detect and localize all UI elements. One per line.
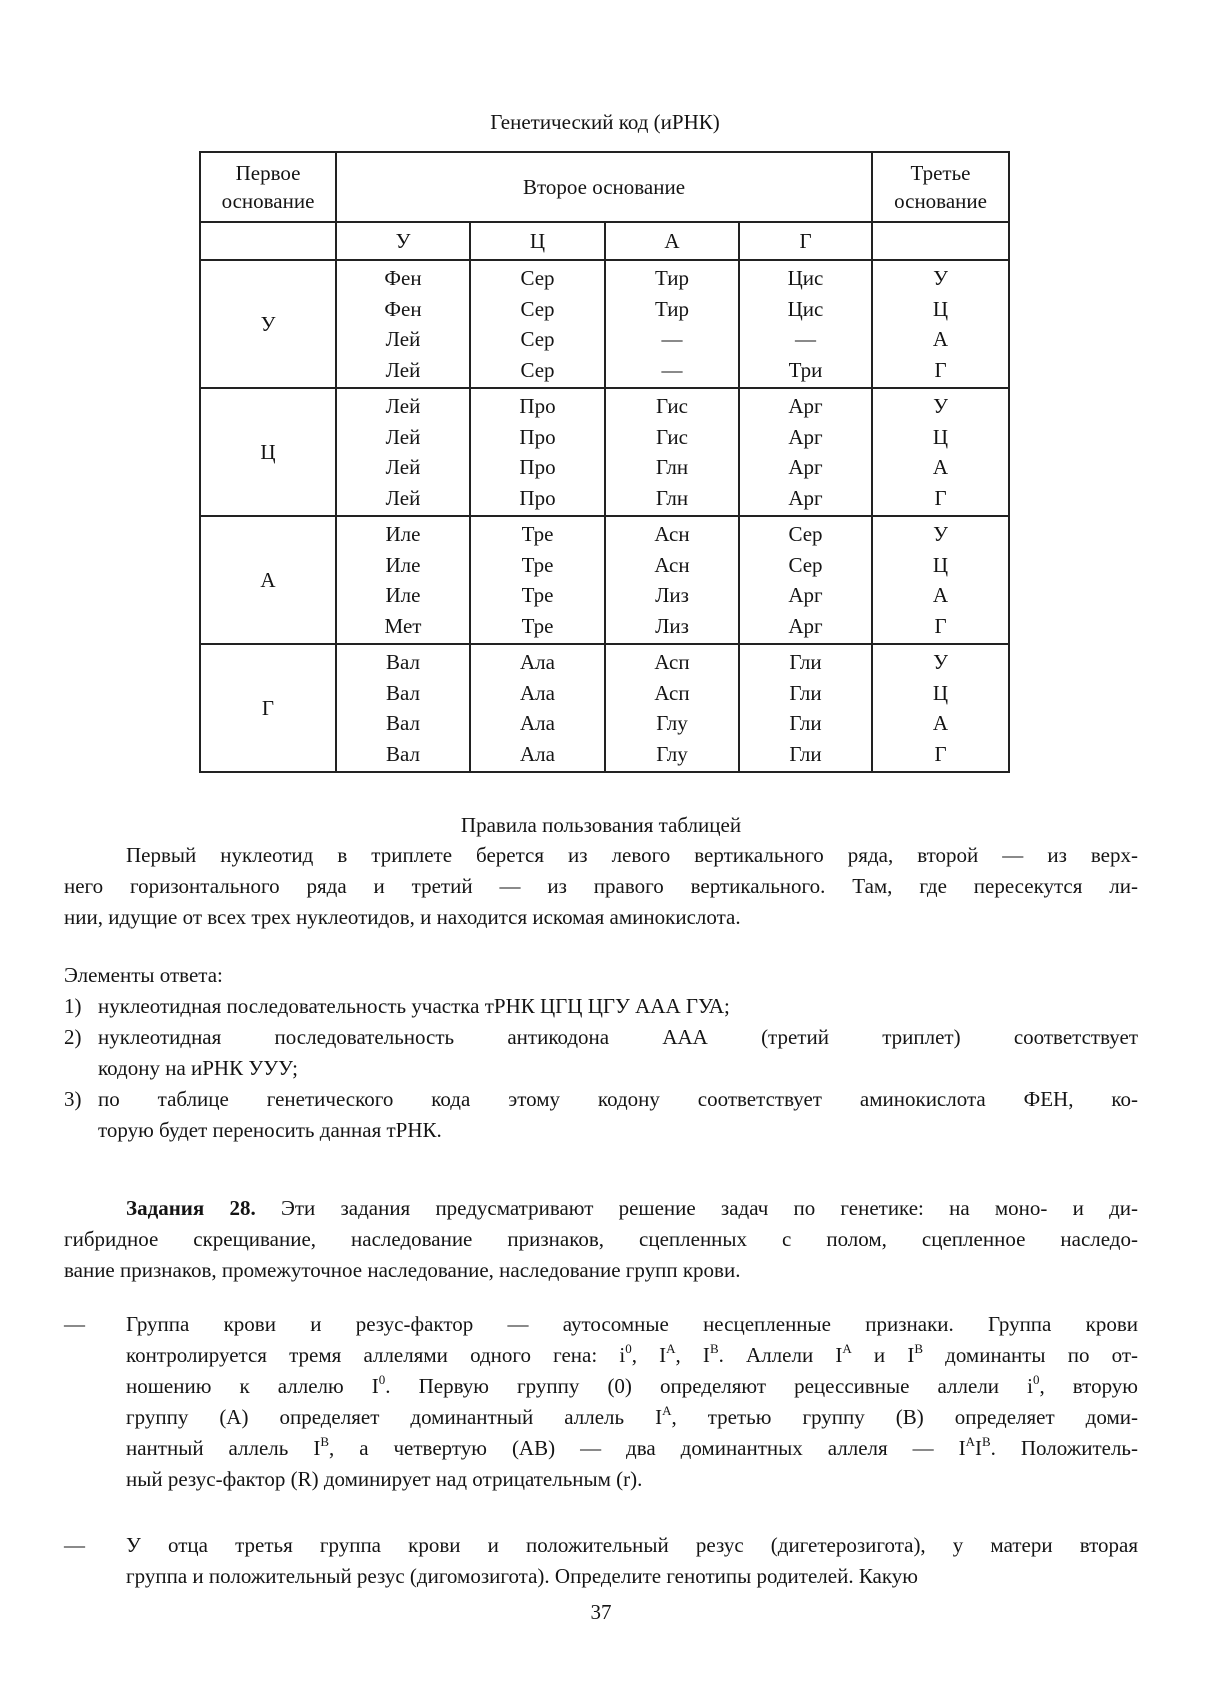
amino-acid-column [605, 644, 739, 772]
table-title: Генетический код (иРНК) [490, 110, 720, 134]
text-segment: группу (А) определяет доминантный аллель I [126, 1405, 663, 1429]
superscript: B [981, 1434, 991, 1449]
amino-acid: Цис [787, 296, 824, 321]
amino-acid-column [605, 388, 739, 516]
amino-acid: Лей [385, 357, 421, 382]
amino-acid: Лей [385, 485, 421, 510]
third-base: У [933, 266, 948, 290]
amino-acid: Лей [385, 424, 421, 449]
third-base: У [933, 394, 948, 418]
dash-item [64, 1309, 1138, 1495]
third-base-column [872, 388, 1009, 516]
amino-acid: Ала [520, 650, 555, 674]
third-base: А [932, 711, 949, 735]
third-base-column [872, 644, 1009, 772]
item-number: 1) [64, 994, 82, 1018]
text-segment: , третью группу (В) определяет доми- [671, 1405, 1138, 1429]
item-number: 2) [64, 1025, 82, 1049]
text-line: Первый нуклеотид в триплете берется из левого вертикального ряда, второй — из верх- [126, 843, 1138, 867]
superscript: A [662, 1403, 672, 1418]
rules-heading: Правила пользования таблицей [460, 813, 742, 837]
amino-acid: Ала [520, 711, 555, 735]
amino-acid: Тре [521, 522, 554, 546]
text-line: кодону на иРНК УУУ; [98, 1056, 298, 1080]
amino-acid-column [336, 388, 470, 516]
text-segment: . Аллели I [718, 1343, 843, 1367]
text-segment: , I [675, 1343, 710, 1367]
amino-acid: Иле [385, 552, 421, 577]
text-segment: Группа крови и резус-фактор — аутосомные несцепленные признаки. Группа крови [126, 1312, 1138, 1336]
amino-acid: Асн [654, 552, 690, 577]
superscript: A [842, 1341, 852, 1356]
amino-acid: Глн [655, 455, 689, 479]
amino-acid: Ала [520, 741, 555, 766]
text-line [64, 1224, 1138, 1255]
text-segment: вание признаков, промежуточное наследование, наследование групп крови. [64, 1258, 741, 1282]
amino-acid: Лиз [655, 613, 689, 638]
blood-group-paragraph [64, 1309, 1138, 1495]
amino-acid-column [605, 260, 739, 388]
task-label: Задания 28. [126, 1196, 256, 1220]
amino-acid: Тре [521, 583, 554, 607]
amino-acid: Арг [788, 424, 823, 449]
third-base: Г [934, 741, 947, 766]
amino-acid-column [470, 388, 605, 516]
item-body [98, 991, 1138, 1022]
amino-acid: Лиз [655, 583, 689, 607]
codon-group [200, 260, 1009, 388]
first-base: Ц [200, 388, 336, 516]
text-line: нии, идущие от всех трех нуклеотидов, и находится искомая аминокислота. [64, 905, 741, 929]
text-segment: Эти задания предусматривают решение задач по генетике: на моно- и ди- [255, 1196, 1138, 1220]
text-line: торую будет переносить данная тРНК. [98, 1118, 442, 1142]
answer-item [64, 1084, 1138, 1146]
text-line: группа и положительный резус (дигомозигота). Определите генотипы родителей. Какую [126, 1564, 918, 1588]
third-base: А [932, 583, 949, 607]
amino-acid: Лей [385, 455, 421, 479]
text-line [126, 1402, 1138, 1433]
answer-item [64, 1022, 1138, 1084]
superscript: A [666, 1341, 676, 1356]
text-line [64, 1193, 1138, 1224]
codon-group [200, 388, 1009, 516]
amino-acid: Вал [386, 741, 420, 766]
text-line [64, 1255, 1138, 1286]
codon-group [200, 644, 1009, 772]
text-line [126, 1433, 1138, 1464]
amino-acid-column [336, 644, 470, 772]
text-segment: , а четвертую (АВ) — два доминантных аллеля — I [329, 1436, 966, 1460]
third-base: А [932, 327, 949, 351]
amino-acid-column [470, 516, 605, 644]
first-base: Г [200, 644, 336, 772]
amino-acid-column [739, 260, 872, 388]
third-base: У [933, 522, 948, 546]
dash-body [126, 1530, 1138, 1592]
amino-acid: Мет [384, 613, 422, 638]
amino-acid-column [739, 516, 872, 644]
amino-acid: Лей [385, 327, 421, 351]
text-line: него горизонтального ряда и третий — из правого вертикального. Там, где пересекутся ли- [64, 874, 1138, 898]
text-line [126, 1309, 1138, 1340]
amino-acid: Сер [520, 327, 555, 351]
text-segment: контролируется тремя аллелями одного гена: i [126, 1343, 626, 1367]
text-line [126, 1464, 1138, 1495]
text-segment: доминанты по от- [922, 1343, 1139, 1367]
amino-acid-column [470, 644, 605, 772]
amino-acid: Вал [386, 650, 420, 674]
text-segment: , I [631, 1343, 667, 1367]
superscript: A [965, 1434, 975, 1449]
second-base-header: Второе основание [336, 152, 872, 222]
second-base-u: У [336, 222, 470, 260]
empty-cell [872, 222, 1009, 260]
amino-acid: Гли [789, 680, 822, 705]
amino-acid: — [661, 357, 683, 382]
amino-acid: Гис [656, 424, 688, 449]
second-base-c: Ц [470, 222, 605, 260]
superscript: 0 [378, 1372, 386, 1387]
amino-acid: Глн [655, 485, 689, 510]
first-base: У [200, 260, 336, 388]
amino-acid: Тре [521, 613, 554, 638]
amino-acid: Фен [384, 266, 422, 290]
text-segment: ный резус-фактор (R) доминирует над отрицательным (r). [126, 1467, 643, 1491]
dash-item [64, 1530, 1138, 1592]
third-base: А [932, 455, 949, 479]
superscript: 0 [625, 1341, 632, 1356]
amino-acid: Про [519, 424, 556, 449]
superscript: 0 [1032, 1372, 1040, 1387]
amino-acid: Тир [654, 296, 690, 321]
dash-marker: — [64, 1312, 85, 1336]
text-segment: , вторую [1039, 1374, 1138, 1398]
empty-cell [200, 222, 336, 260]
amino-acid: Сер [520, 357, 555, 382]
amino-acid: Арг [788, 394, 823, 418]
amino-acid: — [661, 327, 683, 351]
amino-acid: Про [519, 394, 556, 418]
text-segment: ношению к аллелю I [126, 1374, 379, 1398]
amino-acid-column [739, 644, 872, 772]
amino-acid: Сер [788, 522, 823, 546]
amino-acid: Три [788, 357, 823, 382]
rules-paragraph [64, 840, 1138, 933]
third-base: Г [934, 613, 947, 638]
third-base-header: Третье основание [872, 152, 1009, 222]
superscript: B [914, 1341, 923, 1356]
amino-acid: Иле [385, 583, 421, 607]
answer-list [64, 991, 1138, 1146]
amino-acid: Асн [654, 522, 690, 546]
amino-acid: Тре [521, 552, 554, 577]
third-base: Ц [932, 680, 949, 705]
amino-acid: Фен [384, 296, 422, 321]
text-line [126, 1371, 1138, 1402]
amino-acid: Гли [789, 711, 822, 735]
amino-acid: Вал [386, 711, 420, 735]
amino-acid: Лей [385, 394, 421, 418]
amino-acid: Арг [788, 455, 823, 479]
amino-acid: Гис [656, 394, 688, 418]
third-base: Г [934, 357, 947, 382]
first-base: А [200, 516, 336, 644]
codon-group [200, 516, 1009, 644]
amino-acid: Сер [788, 552, 823, 577]
amino-acid: Гли [789, 650, 822, 674]
superscript: B [320, 1434, 329, 1449]
text-segment: . Положитель- [990, 1436, 1138, 1460]
amino-acid-column [336, 516, 470, 644]
amino-acid: Глу [656, 711, 688, 735]
task28-paragraph [64, 1193, 1138, 1286]
item-number: 3) [64, 1087, 82, 1111]
amino-acid: Асп [654, 650, 690, 674]
amino-acid: — [795, 327, 816, 351]
text-segment: гибридное скрещивание, наследование признаков, сцепленных с полом, сцепленное наследо- [64, 1227, 1138, 1251]
amino-acid: Арг [788, 485, 823, 510]
answer-heading: Элементы ответа: [64, 963, 223, 987]
amino-acid: Ала [520, 680, 555, 705]
superscript: B [709, 1341, 719, 1356]
amino-acid: Сер [520, 266, 555, 290]
second-base-g: Г [739, 222, 872, 260]
third-base-column [872, 260, 1009, 388]
third-base: Ц [932, 552, 949, 577]
amino-acid: Глу [656, 741, 688, 766]
text-segment: и I [851, 1343, 915, 1367]
text-line: по таблице генетического кода этому кодону соответствует аминокислота ФЕН, ко- [98, 1087, 1138, 1111]
third-base-column [872, 516, 1009, 644]
genetic-code-table [199, 151, 1010, 773]
first-base-header: Первое основание [200, 152, 336, 222]
amino-acid: Иле [385, 522, 421, 546]
third-base: Г [934, 485, 947, 510]
dash-body [126, 1309, 1138, 1495]
problem-paragraph [64, 1530, 1138, 1592]
amino-acid: Про [519, 455, 556, 479]
answer-item [64, 991, 1138, 1022]
amino-acid: Асп [654, 680, 690, 705]
third-base: Ц [932, 424, 949, 449]
third-base: У [933, 650, 948, 674]
text-line: нуклеотидная последовательность антикодона ААА (третий триплет) соответствует [98, 1025, 1138, 1049]
amino-acid: Арг [788, 613, 823, 638]
text-line [126, 1340, 1138, 1371]
amino-acid-column [739, 388, 872, 516]
text-line: нуклеотидная последовательность участка тРНК ЦГЦ ЦГУ ААА ГУА; [98, 994, 730, 1018]
amino-acid: Арг [788, 583, 823, 607]
item-body [98, 1022, 1138, 1084]
third-base: Ц [932, 296, 949, 321]
text-segment: . Первую группу (0) определяют рецессивные аллели i [385, 1374, 1033, 1398]
item-body [98, 1084, 1138, 1146]
second-base-a: А [605, 222, 739, 260]
amino-acid: Сер [520, 296, 555, 321]
page-number: 37 [590, 1600, 612, 1624]
text-line: У отца третья группа крови и положительный резус (дигетерозигота), у матери вторая [126, 1533, 1138, 1557]
amino-acid: Вал [386, 680, 420, 705]
text-segment: нантный аллель I [126, 1436, 321, 1460]
amino-acid: Цис [787, 266, 824, 290]
amino-acid-column [470, 260, 605, 388]
dash-marker: — [64, 1533, 85, 1557]
amino-acid-column [605, 516, 739, 644]
amino-acid: Тир [654, 266, 690, 290]
amino-acid-column [336, 260, 470, 388]
amino-acid: Гли [789, 741, 822, 766]
text-segment: I [974, 1436, 982, 1460]
amino-acid: Про [519, 485, 556, 510]
